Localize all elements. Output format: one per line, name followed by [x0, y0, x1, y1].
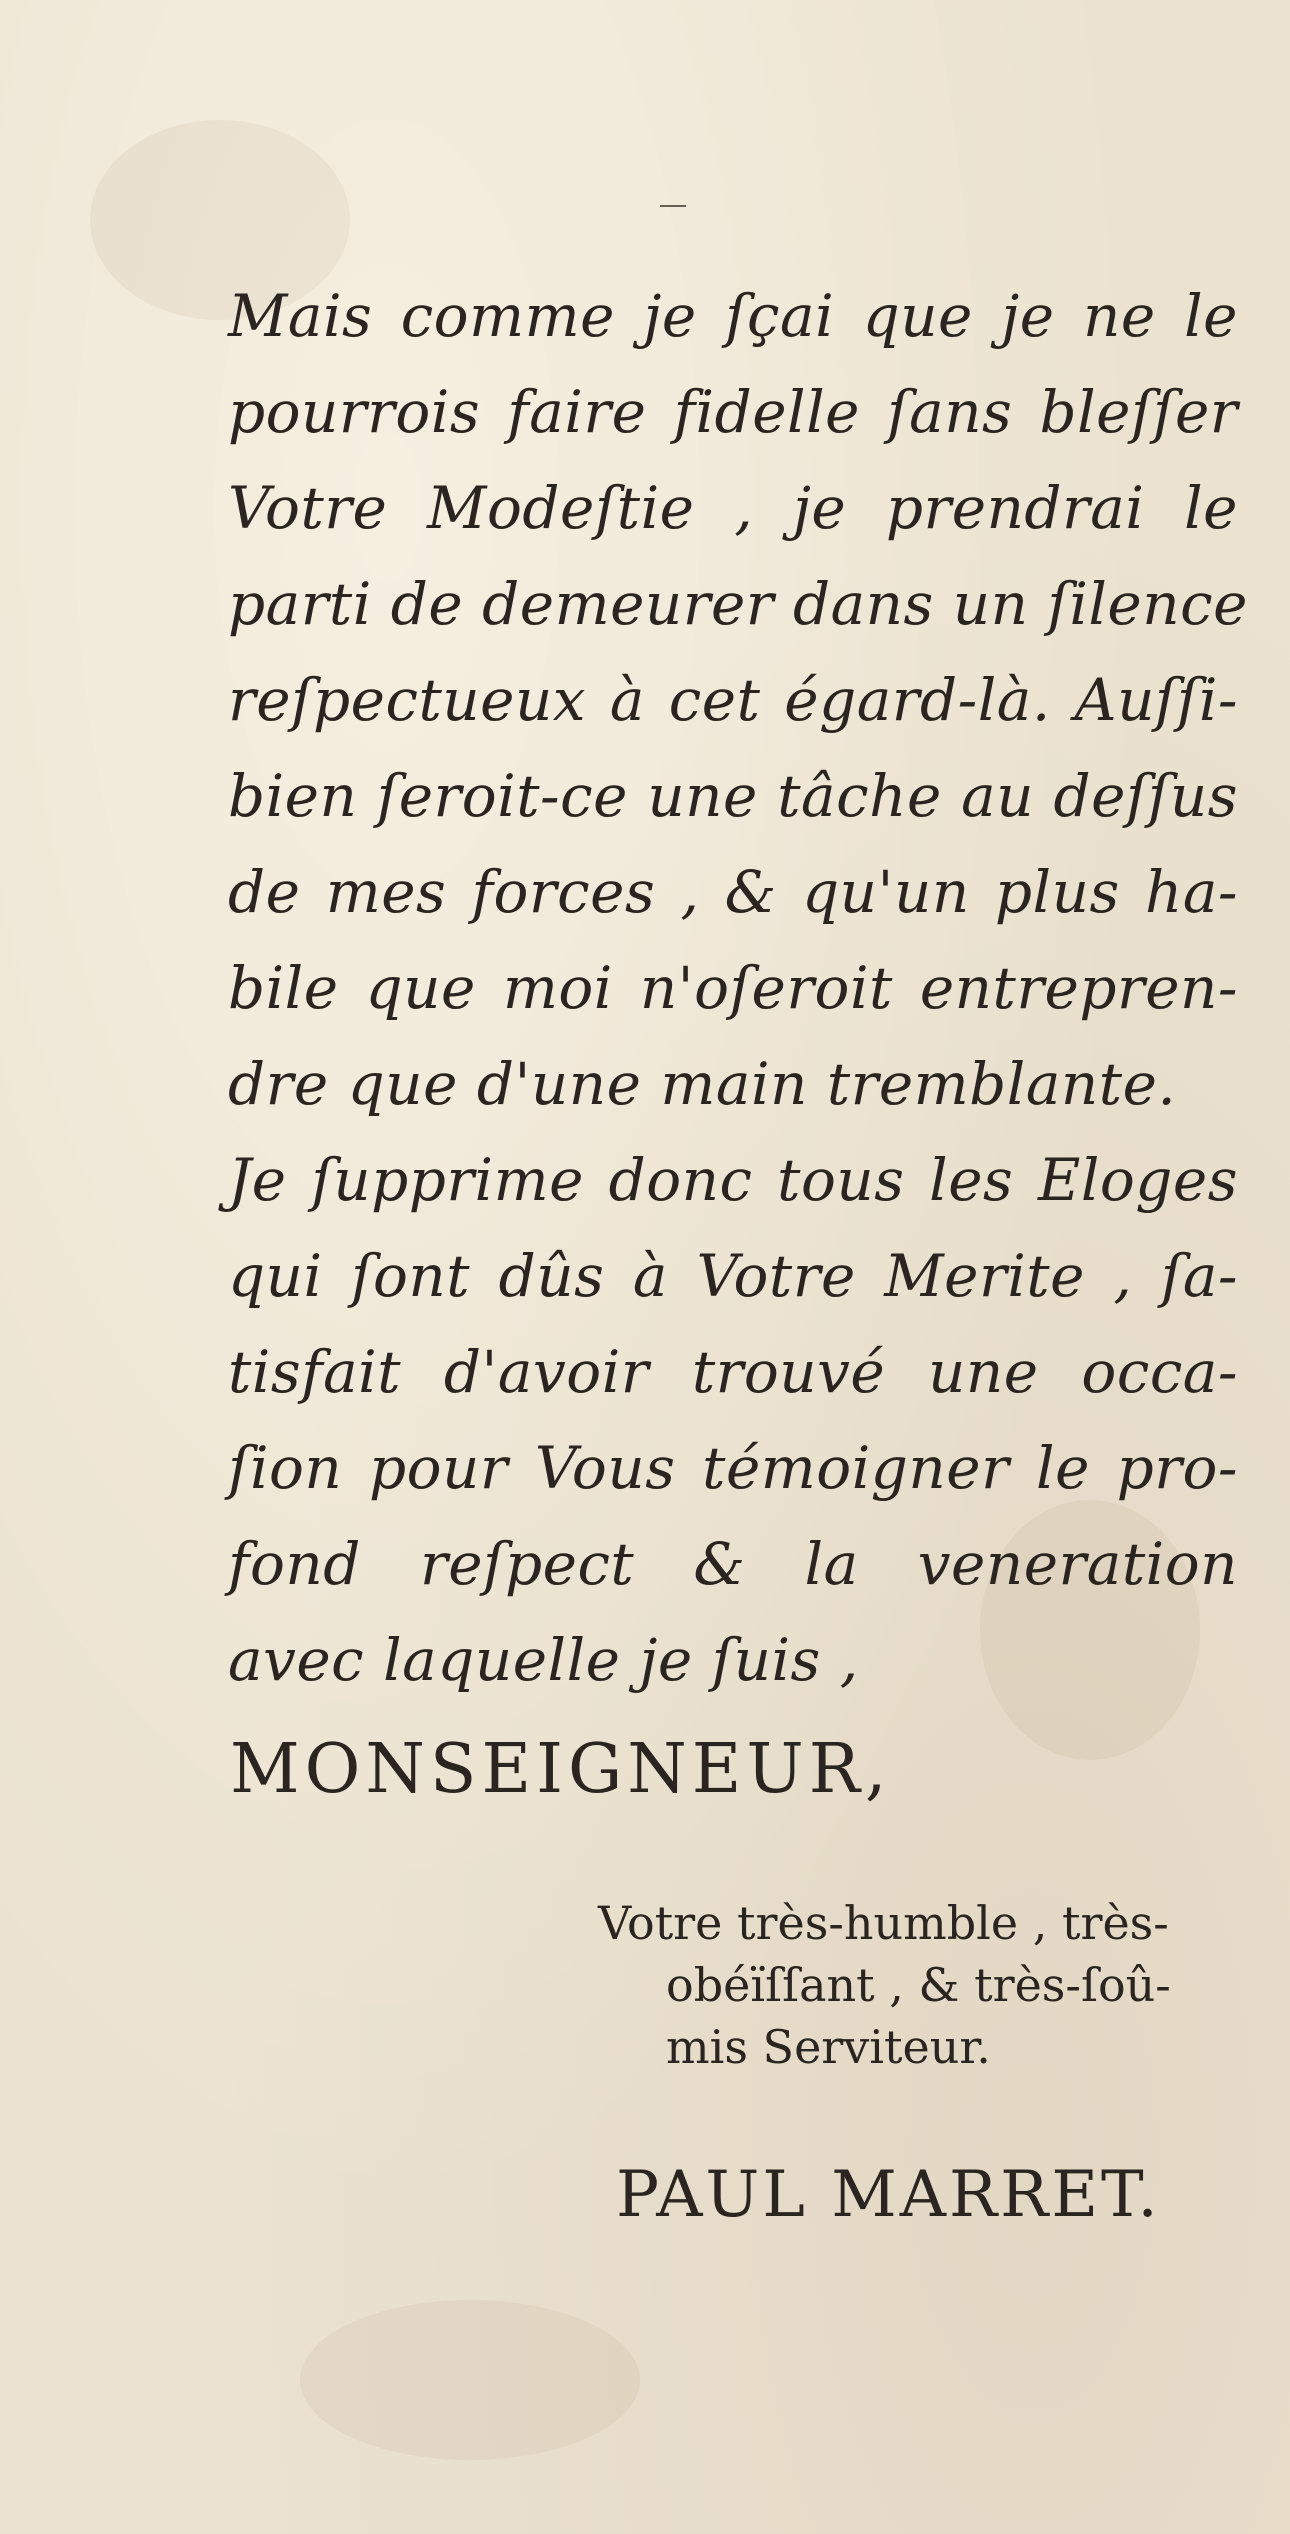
- text-line: bile que moi n'oſeroit entrepren-: [228, 954, 1238, 1022]
- text-line: qui ſont dûs à Votre Merite , ſa-: [228, 1242, 1238, 1310]
- text-line: ſion pour Vous témoigner le pro-: [228, 1434, 1238, 1502]
- closing-line: Votre très-humble , très-: [598, 1896, 1169, 1950]
- text-line: tisfait d'avoir trouvé une occa-: [228, 1338, 1238, 1406]
- text-line: Mais comme je ſçai que je ne le: [228, 282, 1238, 350]
- text-line: pourrois faire fidelle ſans bleſſer: [228, 378, 1238, 446]
- text-line: parti de demeurer dans un ſilence: [228, 570, 1248, 638]
- text-line: reſpectueux à cet égard-là. Auſſi-: [228, 666, 1238, 734]
- paper-stain: [300, 2300, 640, 2460]
- text-line: dre que d'une main tremblante.: [228, 1050, 1177, 1118]
- text-line: Je ſupprime donc tous les Eloges: [228, 1146, 1238, 1214]
- salutation: MONSEIGNEUR,: [230, 1730, 892, 1809]
- signature: PAUL MARRET.: [616, 2158, 1161, 2232]
- dedication-text: [228, 268, 1248, 1708]
- closing-formula: [598, 1892, 1238, 2078]
- text-line: avec laquelle je ſuis ,: [228, 1626, 859, 1694]
- text-line: bien ſeroit-ce une tâche au deſſus: [228, 762, 1238, 830]
- closing-line: mis Serviteur.: [666, 2020, 991, 2074]
- text-line: Votre Modeſtie , je prendrai le: [228, 474, 1238, 542]
- text-line: fond reſpect & la veneration: [228, 1530, 1238, 1598]
- page-mark: [660, 205, 686, 207]
- text-line: de mes forces , & qu'un plus ha-: [228, 858, 1238, 926]
- closing-line: obéïſſant , & très-ſoû-: [666, 1958, 1171, 2012]
